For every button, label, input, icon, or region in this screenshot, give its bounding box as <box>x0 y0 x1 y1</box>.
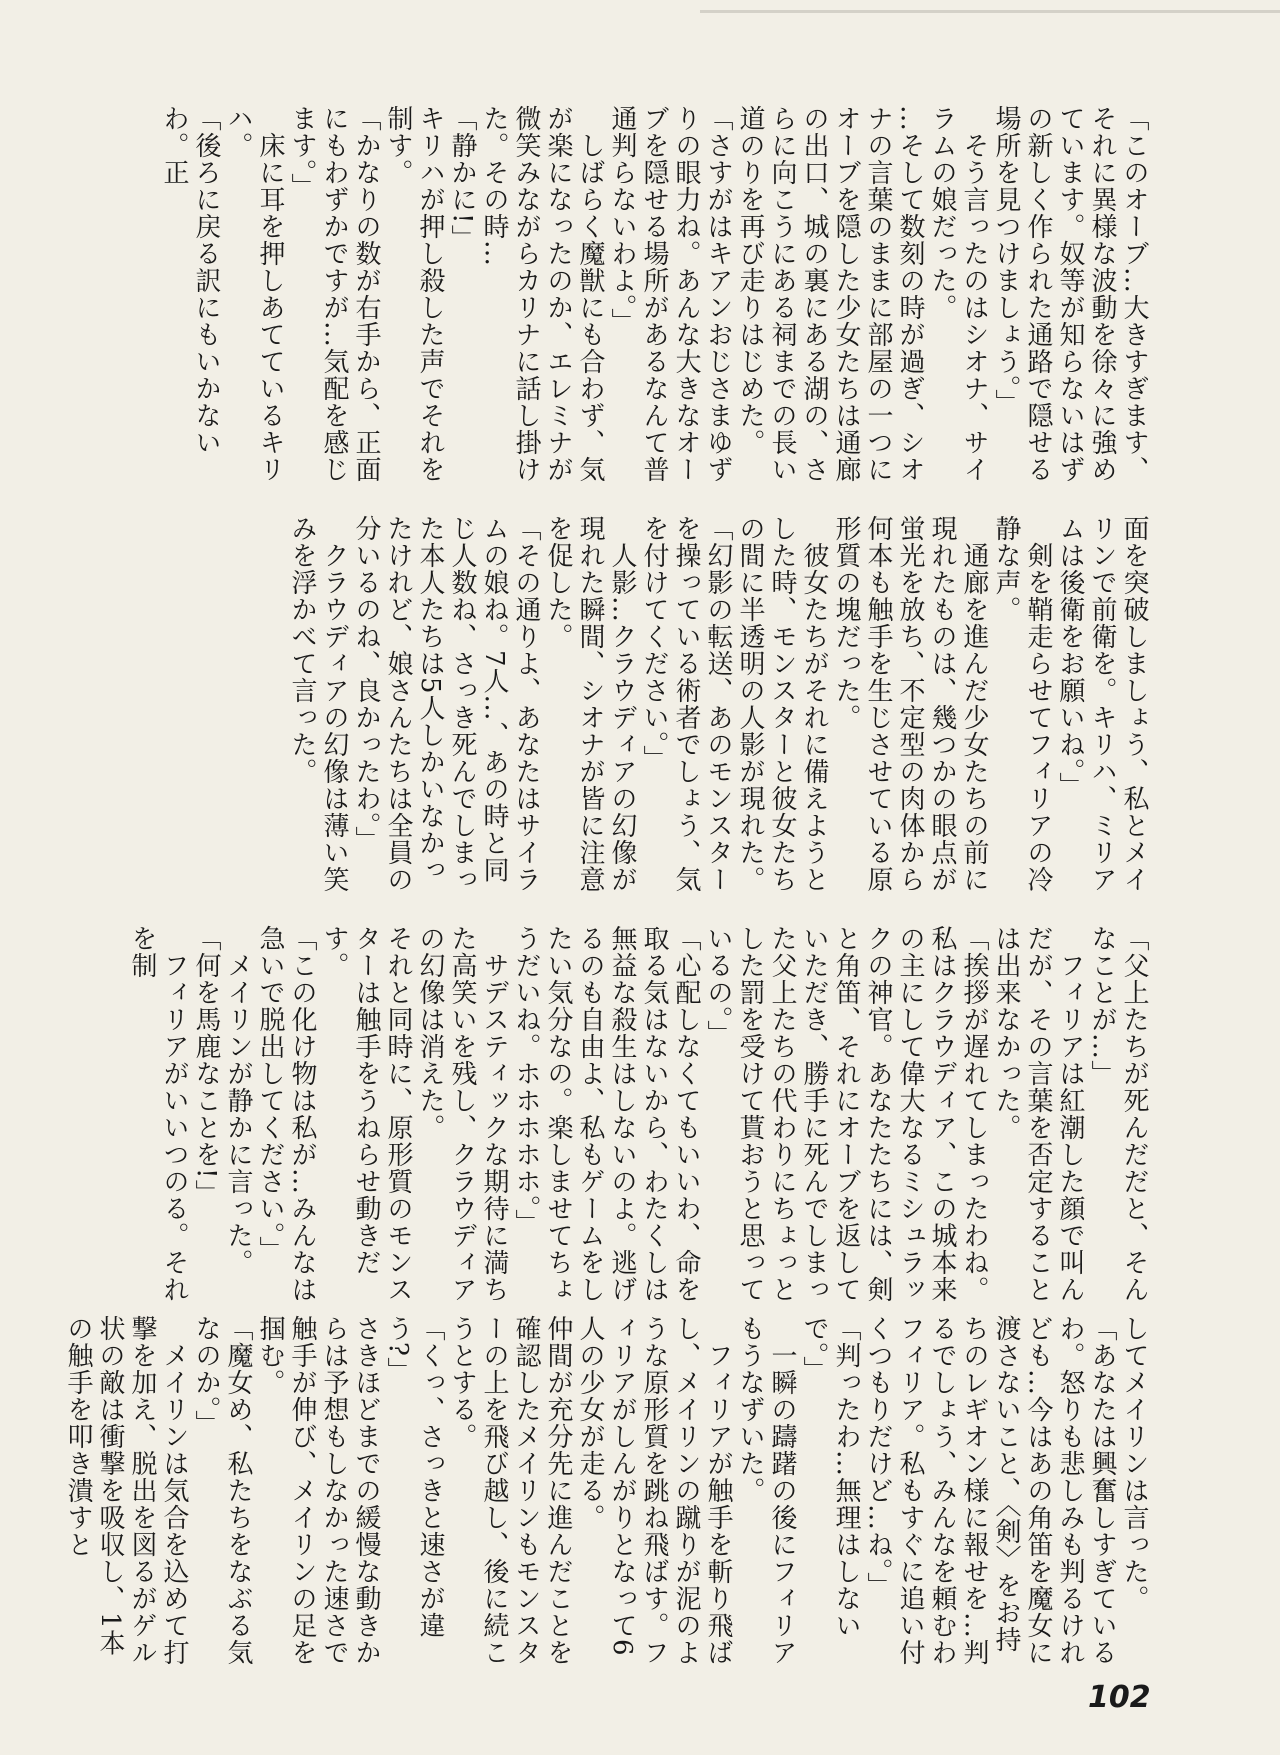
paragraph: 「さすがはキアンおじさまゆずりの眼力ね。あんな大きなオーブを隠せる場所があるなんて普通判らないわよ。」 <box>607 105 733 483</box>
text-tier-2 <box>150 515 1150 905</box>
page-edge-shadow <box>700 10 1280 13</box>
paragraph: 「後ろに戻る訳にもいかないわ。正 <box>159 105 221 456</box>
paragraph: それと同時に、原形質のモンスターは触手をうねらせ動きだす。 <box>319 925 413 1303</box>
paragraph: 「この化け物は私が…みんなは急いで脱出してください。」 <box>255 925 317 1303</box>
page-number: 102 <box>1088 1680 1151 1715</box>
paragraph: 「あなたは興奮しすぎているわ。怒りも悲しみも判るけれども…今はあの角笛を魔女に渡さないこと、〈剣〉をお持ちのレギオン様に報せを…判るでしょう、みんなを頼むわフィリア。私もすぐに追い付くつもりだけど…ね。」 <box>863 1315 1117 1666</box>
text-tier-1 <box>150 105 1150 495</box>
paragraph: そう言ったのはシオナ、サイラムの娘だった。 <box>927 105 989 483</box>
paragraph: 「父上たちが死んだだと、そんなことが…」 <box>1087 925 1149 1303</box>
paragraph: …そして数刻の時が過ぎ、シオナの言葉のままに部屋の一つにオーブを隠した少女たちは通廊の出口、城の裏にある湖の、さらに向こうにある祠までの長い道のりを再び走りはじめた。 <box>735 105 925 483</box>
paragraph: フィリアがいいつのる。それを制 <box>127 925 189 1303</box>
paragraph: しばらく魔獣にも合わず、気が楽になったのか、エレミナが微笑みながらカリナに話し掛けた。その時… <box>479 105 605 483</box>
paragraph: 通廊を進んだ少女たちの前に現れたものは、幾つかの眼点が蛍光を放ち、不定型の肉体から何本も触手を生じさせている原形質の塊だった。 <box>831 515 989 893</box>
paragraph: 「その通りよ、あなたはサイラムの娘ね。7人…、あの時と同じ人数ね、さっき死んでしまった本人たちは5人しかいなかったけれど、娘さんたちは全員の分いるのね、良かったわ。」 <box>351 515 541 893</box>
paragraph: メイリンが静かに言った。 <box>223 925 253 1276</box>
paragraph: 「挨拶が遅れてしまったわね。私はクラウディア、この城本来の主にして偉大なるミシュラックの神官。あなたたちには、剣と角笛、それにオーブを返していただき、勝手に死んでしまった父上たちの代わりにちょっとした罰を受けて貰おうと思っているの。」 <box>703 925 989 1303</box>
paragraph: 一瞬の躊躇の後にフィリアもうなずいた。 <box>735 1315 797 1666</box>
paragraph: 彼女たちがそれに備えようとした時、モンスターと彼女たちの間に半透明の人影が現れた。 <box>735 515 829 893</box>
paragraph: 仲間が充分先に進んだことを確認したメイリンもモンスターの上を飛び越し、後に続こうとする。 <box>447 1315 573 1666</box>
paragraph: キリハが押し殺した声でそれを制す。 <box>383 105 445 483</box>
paragraph: フィリアは紅潮した顔で叫んだが、その言葉を否定することは出来なかった。 <box>991 925 1085 1303</box>
paragraph: メイリンは気合を込めて打撃を加え、脱出を図るがゲル状の敵は衝撃を吸収し、1本の触手を叩き潰すと <box>63 1315 189 1666</box>
paragraph: 「魔女め、私たちをなぶる気なのか。」 <box>191 1315 253 1666</box>
paragraph: クラウディアの幻像は薄い笑みを浮かべて言った。 <box>287 515 349 893</box>
paragraph: 剣を鞘走らせてフィリアの冷静な声。 <box>991 515 1053 893</box>
paragraph: 「判ったわ…無理はしないで。」 <box>799 1315 861 1639</box>
paragraph: 人影…クラウディアの幻像が現れた瞬間、シオナが皆に注意を促した。 <box>543 515 637 893</box>
text-tier-3 <box>127 925 1150 1315</box>
paragraph: フィリアが触手を斬り飛ばし、メイリンの蹴りが泥のような原形質を跳ね飛ばす。フィリアがしんがりとなって6人の少女が走る。 <box>575 1315 733 1666</box>
paragraph: さきほどまでの緩慢な動きからは予想もしなかった速さで触手が伸び、メイリンの足を掴む。 <box>255 1315 381 1666</box>
paragraph: 床に耳を押しあてているキリハ。 <box>223 105 285 483</box>
paragraph: サデスティックな期待に満ちた高笑いを残し、クラウディアの幻像は消えた。 <box>415 925 509 1303</box>
paragraph: 「静かに!」 <box>447 105 477 252</box>
paragraph: 「何を馬鹿なことを!」 <box>191 925 221 1207</box>
paragraph: 「このオーブ…大きすぎます、それに異様な波動を徐々に強めています。奴等が知らないはずの新しく作られた通路で隠せる場所を見つけましょう。」 <box>991 105 1149 483</box>
text-tier-4 <box>63 1315 1150 1675</box>
paragraph: 「かなりの数が右手から、正面にもわずかですが…気配を感じます。」 <box>287 105 381 483</box>
paragraph: 「幻影の転送、あのモンスターを操っている術者でしょう、気を付けてください。」 <box>639 515 733 893</box>
paragraph: 「心配しなくてもいいわ、命を取る気はないから、わたくしは無益な殺生はしないのよ。逃げるのも自由よ、私もゲームをしたい気分なの。楽しませてちょうだいね。ホホホホホ。」 <box>511 925 701 1303</box>
paragraph: 「くっ、さっきと速さが違う?」 <box>383 1315 445 1639</box>
paragraph: してメイリンは言った。 <box>1119 1315 1149 1612</box>
paragraph: 面を突破しましょう、私とメイリンで前衛を。キリハ、ミリアムは後衛をお願いね。」 <box>1055 515 1149 893</box>
